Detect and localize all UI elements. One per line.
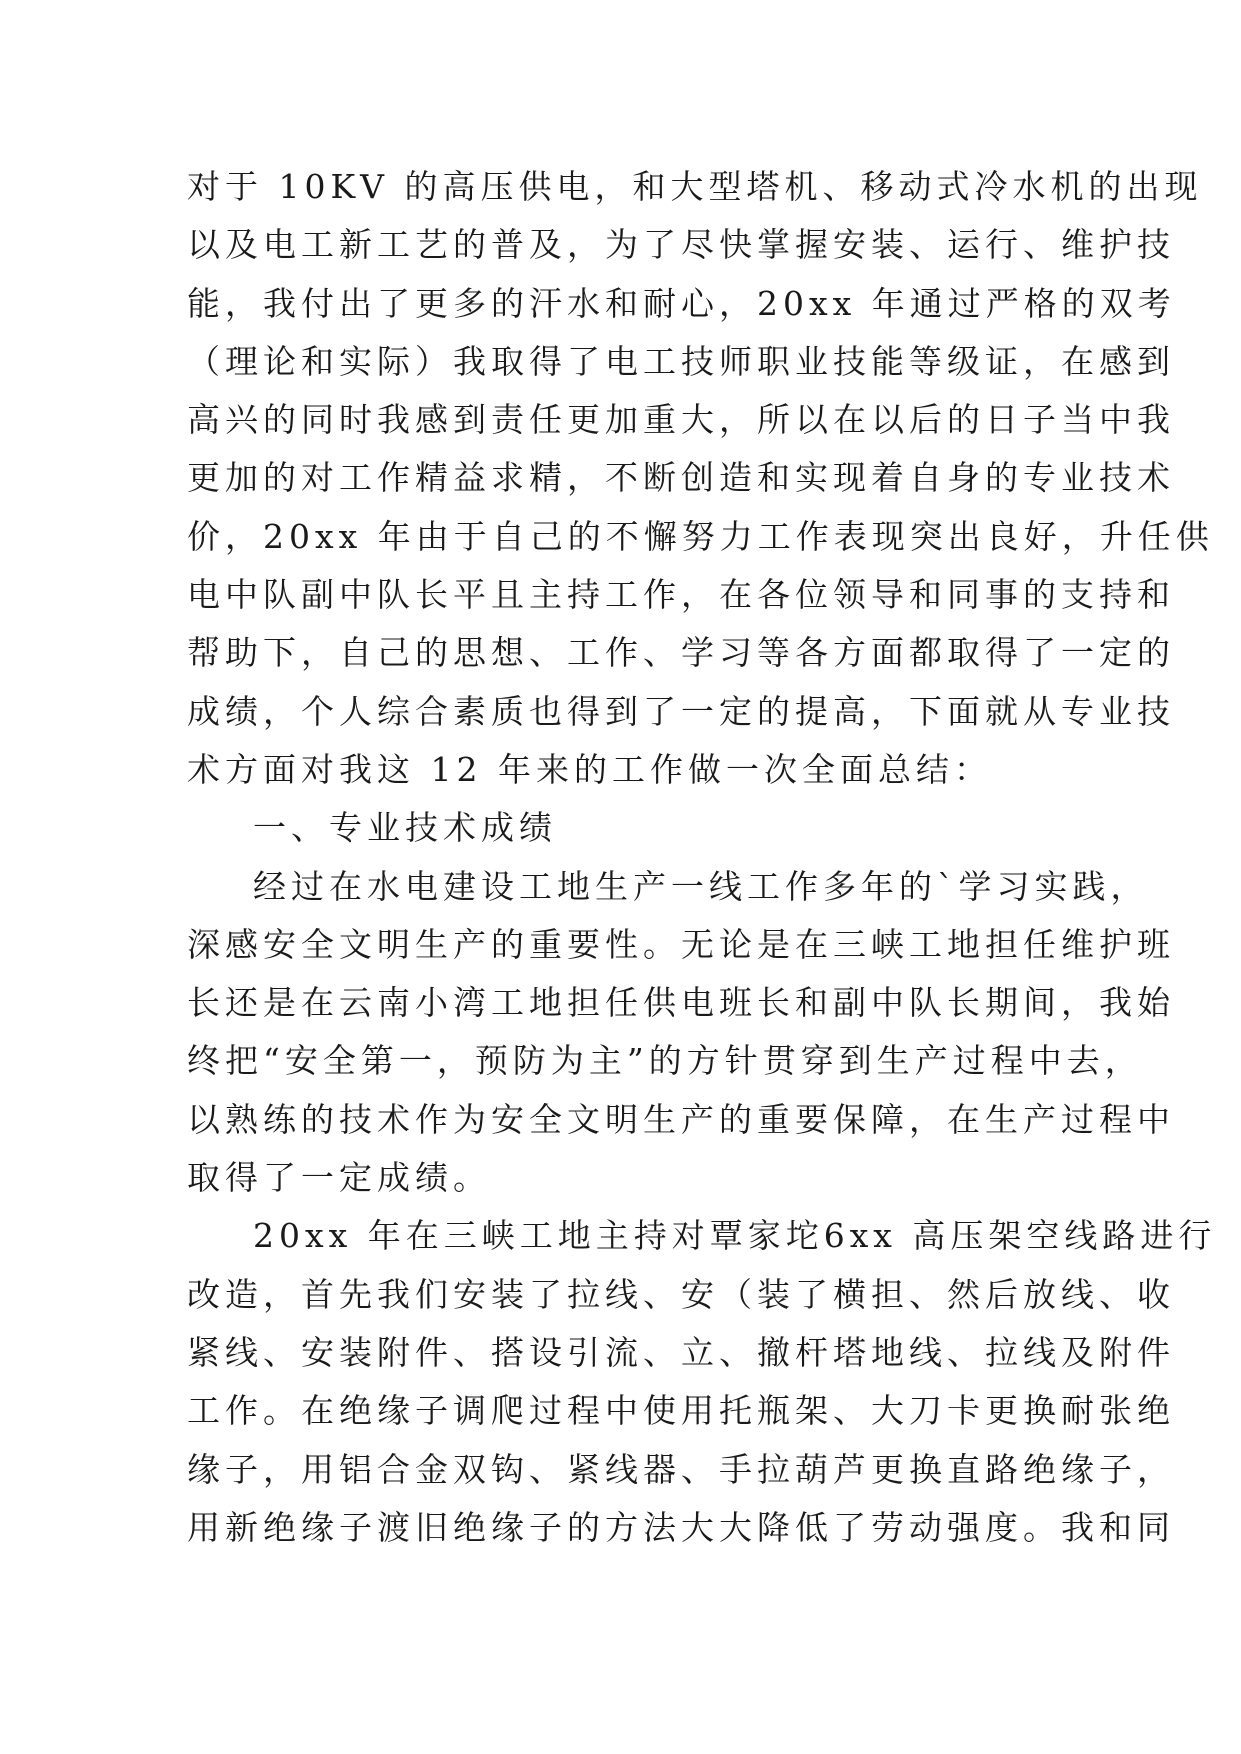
text-line: 电中队副中队长平且主持工作，在各位领导和同事的支持和: [187, 575, 1175, 615]
text-line: 用新绝缘子渡旧绝缘子的方法大大降低了劳动强度。我和同: [187, 1507, 1175, 1547]
text-line: 终把“安全第一，预防为主”的方针贯穿到生产过程中去，: [187, 1041, 1143, 1081]
text-line: 价，20xx 年由于自己的不懈努力工作表现突出良好，升任供: [187, 516, 1214, 556]
text-line: 对于 10KV 的高压供电，和大型塔机、移动式冷水机的出现: [187, 167, 1203, 206]
text-line: 以熟练的技术作为安全文明生产的重要保障，在生产过程中: [187, 1099, 1175, 1139]
text-line: 成绩，个人综合素质也得到了一定的提高，下面就从专业技: [187, 691, 1175, 731]
section-heading: 一、专业技术成绩: [253, 808, 557, 848]
text-line: 术方面对我这 12 年来的工作做一次全面总结：: [187, 749, 992, 789]
text-line: 帮助下，自己的思想、工作、学习等各方面都取得了一定的: [187, 633, 1175, 673]
text-line: 改造，首先我们安装了拉线、安（装了横担、然后放线、收: [187, 1274, 1175, 1314]
document-body: [187, 158, 1217, 1557]
text-line: 紧线、安装附件、搭设引流、立、撤杆塔地线、拉线及附件: [187, 1332, 1175, 1372]
text-line: 取得了一定成绩。: [187, 1158, 491, 1198]
text-line: 高兴的同时我感到责任更加重大，所以在以后的日子当中我: [187, 400, 1175, 440]
text-line: 长还是在云南小湾工地担任供电班长和副中队长期间，我始: [187, 983, 1175, 1023]
text-line: 20xx 年在三峡工地主持对覃家坨6xx 高压架空线路进行: [253, 1216, 1217, 1256]
text-line: 工作。在绝缘子调爬过程中使用托瓶架、大刀卡更换耐张绝: [187, 1391, 1175, 1431]
text-line: 以及电工新工艺的普及，为了尽快掌握安装、运行、维护技: [187, 225, 1175, 265]
text-line: （理论和实际）我取得了电工技师职业技能等级证，在感到: [187, 341, 1175, 381]
text-line: 深感安全文明生产的重要性。无论是在三峡工地担任维护班: [187, 924, 1175, 964]
text-line: 经过在水电建设工地生产一线工作多年的`学习实践，: [253, 866, 1149, 906]
text-line: 能，我付出了更多的汗水和耐心，20xx 年通过严格的双考: [187, 283, 1176, 323]
text-line: 缘子，用铝合金双钩、紧线器、手拉葫芦更换直路绝缘子，: [187, 1449, 1175, 1489]
text-line: 更加的对工作精益求精，不断创造和实现着自身的专业技术: [187, 458, 1175, 498]
